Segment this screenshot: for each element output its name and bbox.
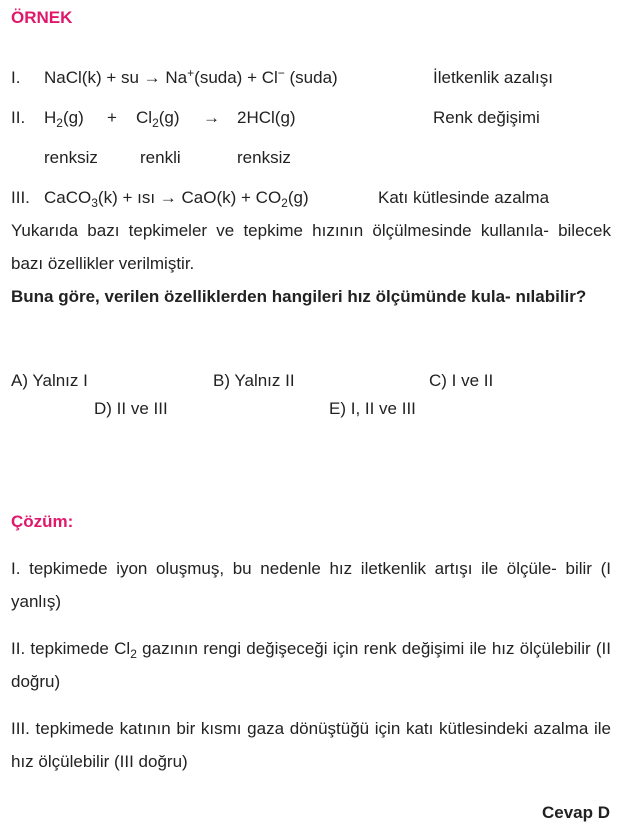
reaction-2-plus: + xyxy=(107,108,117,127)
answer-label: Cevap D xyxy=(541,803,610,822)
reaction-1-equation: NaCl(k) + su → Na+(suda) + Cl− (suda) xyxy=(44,66,338,87)
reaction-2-number: II. xyxy=(11,108,26,127)
reaction-1-property: İletkenlik azalışı xyxy=(433,68,553,87)
reaction-3-equation: CaCO$_3$(k) + ısı → $CaO(k) + CO_2(g)$ xyxy=(44,188,309,210)
reaction-2-property: Renk değişimi xyxy=(433,108,540,127)
reaction-2-h2: $H_2(g)$ xyxy=(44,108,84,130)
example-heading: ÖRNEK xyxy=(11,8,73,27)
option-a[interactable]: A) Yalnız I xyxy=(11,371,88,390)
question-intro: Yukarıda bazı tepkimeler ve tepkime hızının ölçülmesinde kullanıla- bilecek bazı özellikler verilmiştir. xyxy=(11,221,611,273)
option-b[interactable]: B) Yalnız II xyxy=(213,371,295,390)
reaction-2-hcl: 2HCl(g) xyxy=(237,108,296,127)
solution-paragraph-2: II. tepkimede $Cl_2$ gazının rengi değişeceği için renk değişimi ile hız ölçülebilir (II doğru) xyxy=(11,639,612,691)
reaction-3-number: III. xyxy=(11,188,30,207)
color-h2: renksiz xyxy=(44,148,98,167)
solution-paragraph-3: III. tepkimede katının bir kısmı gaza dönüştüğü için katı kütlesindeki azalma ile hız ölçülebilir (III doğru) xyxy=(11,719,611,771)
question-stem: Buna göre, verilen özelliklerden hangileri hız ölçümünde kula- nılabilir? xyxy=(11,287,587,306)
option-e[interactable]: E) I, II ve III xyxy=(329,399,416,418)
reaction-2-cl2: $Cl_2(g)$ xyxy=(136,108,180,130)
option-d[interactable]: D) II ve III xyxy=(94,399,168,418)
color-hcl: renksiz xyxy=(237,148,291,167)
arrow-icon: → xyxy=(143,68,161,87)
solution-heading: Çözüm: xyxy=(11,512,74,531)
option-c[interactable]: C) I ve II xyxy=(429,371,494,390)
arrow-icon: → xyxy=(159,188,177,207)
arrow-icon: → xyxy=(203,108,220,127)
reaction-1-number: I. xyxy=(11,68,21,87)
reaction-3-property: Katı kütlesinde azalma xyxy=(378,188,550,207)
solution-paragraph-1: I. tepkimede iyon oluşmuş, bu nedenle hız iletkenlik artışı ile ölçüle- bilir (I yanlış) xyxy=(11,559,611,611)
color-cl2: renkli xyxy=(140,148,181,167)
